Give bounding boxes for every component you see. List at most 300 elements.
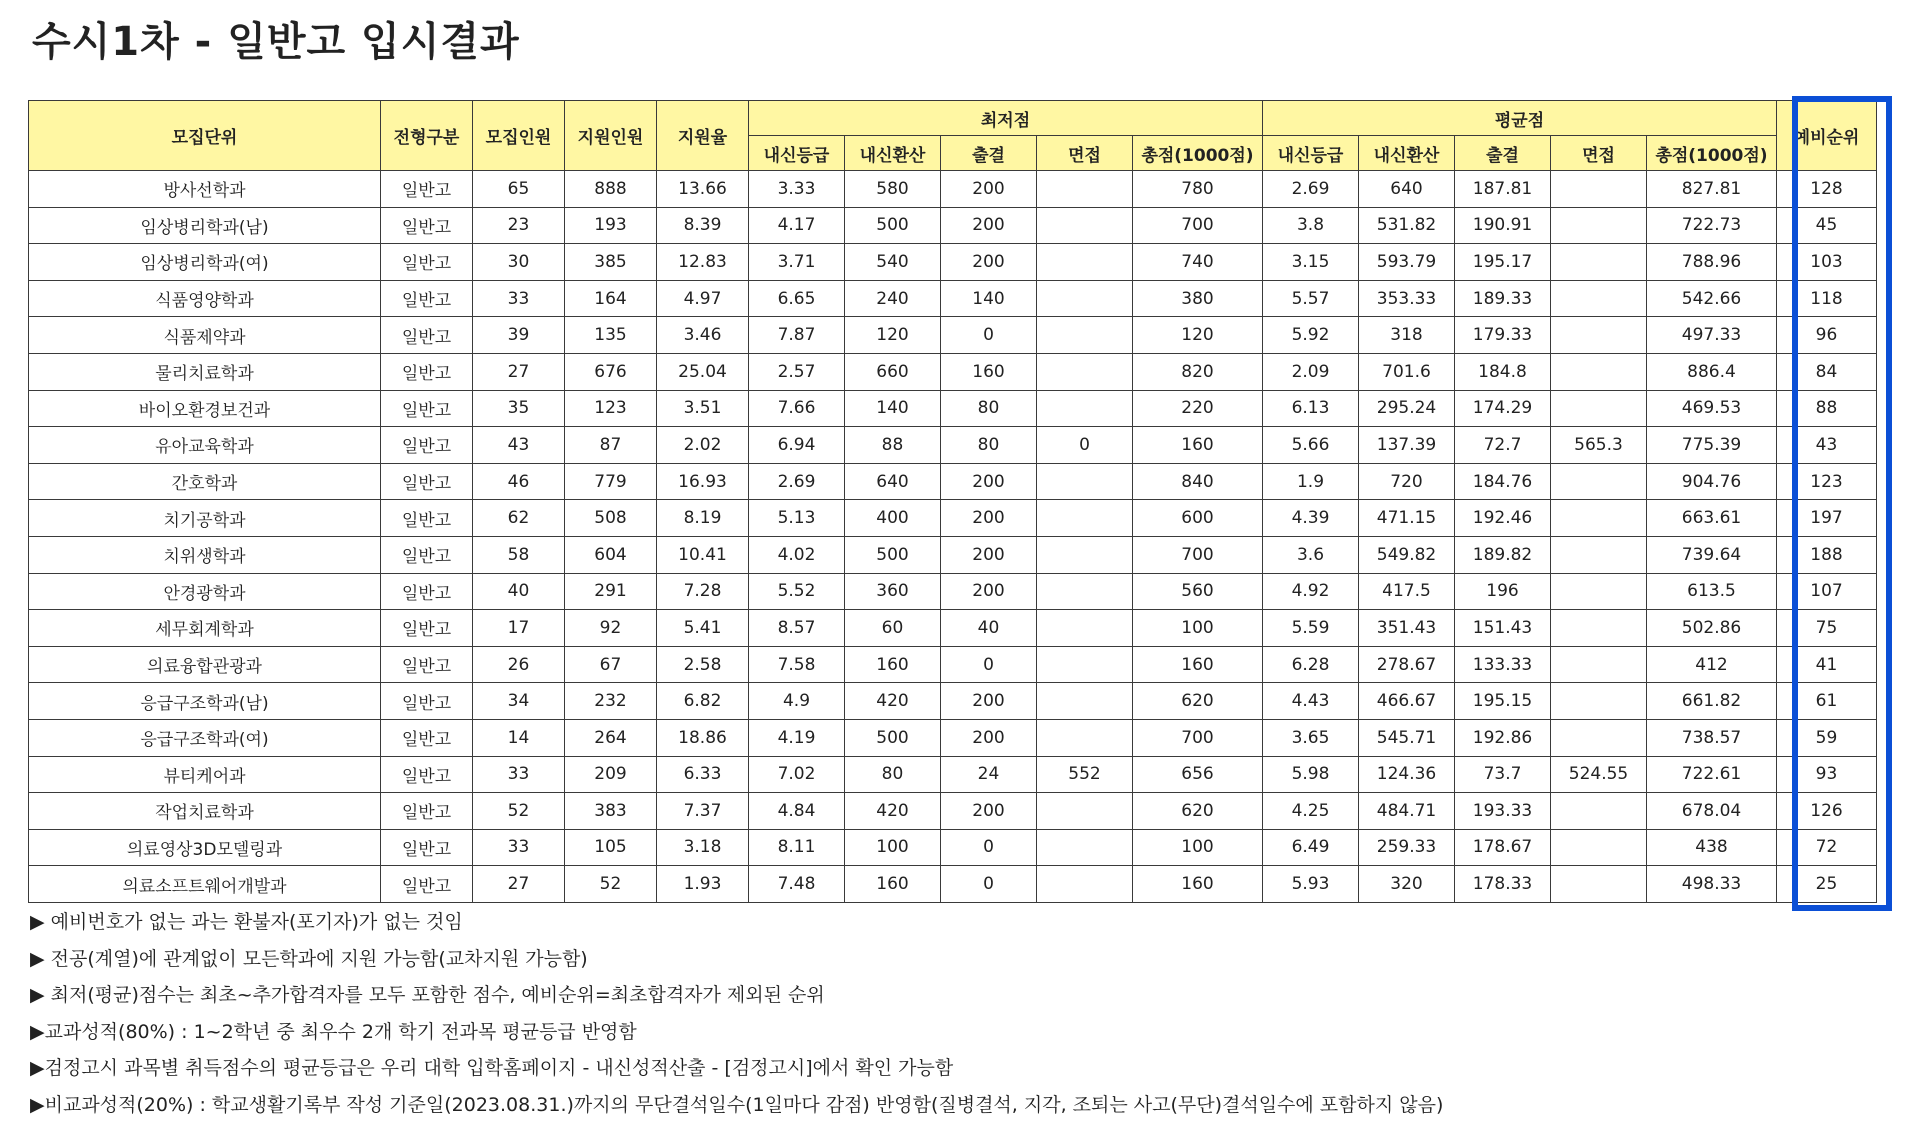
table-cell: 200 — [941, 463, 1037, 500]
header-waitlist: 예비순위 — [1777, 101, 1877, 171]
table-cell: 380 — [1133, 280, 1263, 317]
table-cell: 531.82 — [1359, 207, 1455, 244]
table-cell — [1037, 390, 1133, 427]
table-cell: 722.61 — [1647, 756, 1777, 793]
table-cell: 46 — [473, 463, 565, 500]
table-cell: 3.6 — [1263, 536, 1359, 573]
table-cell — [1551, 390, 1647, 427]
table-cell: 160 — [1133, 646, 1263, 683]
table-cell: 200 — [941, 573, 1037, 610]
table-cell: 220 — [1133, 390, 1263, 427]
table-cell: 의료융합관광과 — [29, 646, 381, 683]
table-cell: 일반고 — [381, 793, 473, 830]
table-cell: 8.57 — [749, 610, 845, 647]
table-cell: 620 — [1133, 683, 1263, 720]
table-cell: 세무회계학과 — [29, 610, 381, 647]
table-cell — [1551, 280, 1647, 317]
table-cell: 일반고 — [381, 353, 473, 390]
note-item: ▶검정고시 과목별 취득점수의 평균등급은 우리 대학 입학홈페이지 - 내신성적산출 - [검정고시]에서 확인 가능함 — [30, 1057, 954, 1079]
table-row — [29, 719, 1877, 756]
table-cell: 500 — [845, 536, 941, 573]
table-cell: 일반고 — [381, 207, 473, 244]
table-cell: 4.25 — [1263, 793, 1359, 830]
header-min-attendance: 출결 — [941, 136, 1037, 171]
table-cell: 5.52 — [749, 573, 845, 610]
table-cell: 740 — [1133, 244, 1263, 281]
header-ratio: 지원율 — [657, 101, 749, 171]
table-cell: 420 — [845, 683, 941, 720]
table-cell: 35 — [473, 390, 565, 427]
table-cell: 549.82 — [1359, 536, 1455, 573]
table-cell — [1037, 463, 1133, 500]
table-cell: 120 — [1133, 317, 1263, 354]
table-cell: 3.71 — [749, 244, 845, 281]
table-cell: 124.36 — [1359, 756, 1455, 793]
table-cell: 67 — [565, 646, 657, 683]
table-cell: 4.43 — [1263, 683, 1359, 720]
table-cell: 58 — [473, 536, 565, 573]
table-cell: 96 — [1777, 317, 1877, 354]
table-cell: 471.15 — [1359, 500, 1455, 537]
table-cell: 일반고 — [381, 171, 473, 208]
table-cell: 189.82 — [1455, 536, 1551, 573]
table-cell: 663.61 — [1647, 500, 1777, 537]
table-cell: 30 — [473, 244, 565, 281]
table-cell: 196 — [1455, 573, 1551, 610]
table-cell: 888 — [565, 171, 657, 208]
table-cell: 뷰티케어과 — [29, 756, 381, 793]
table-cell — [1037, 719, 1133, 756]
table-cell: 140 — [941, 280, 1037, 317]
table-cell: 676 — [565, 353, 657, 390]
table-cell — [1037, 171, 1133, 208]
table-cell: 640 — [845, 463, 941, 500]
table-cell: 6.94 — [749, 427, 845, 464]
table-cell: 일반고 — [381, 427, 473, 464]
table-row — [29, 500, 1877, 537]
table-cell: 2.69 — [1263, 171, 1359, 208]
table-cell: 100 — [1133, 829, 1263, 866]
table-cell: 200 — [941, 793, 1037, 830]
table-cell: 4.17 — [749, 207, 845, 244]
table-cell: 4.9 — [749, 683, 845, 720]
table-cell: 25 — [1777, 866, 1877, 903]
table-cell: 160 — [845, 646, 941, 683]
table-cell: 14 — [473, 719, 565, 756]
table-row — [29, 353, 1877, 390]
header-min-interview: 면접 — [1037, 136, 1133, 171]
table-cell — [1551, 207, 1647, 244]
table-cell: 827.81 — [1647, 171, 1777, 208]
table-cell: 17 — [473, 610, 565, 647]
table-cell: 바이오환경보건과 — [29, 390, 381, 427]
table-cell: 87 — [565, 427, 657, 464]
table-cell: 3.51 — [657, 390, 749, 427]
table-cell — [1551, 244, 1647, 281]
header-avg-total: 총점(1000점) — [1647, 136, 1777, 171]
table-cell: 174.29 — [1455, 390, 1551, 427]
table-cell: 92 — [565, 610, 657, 647]
table-cell — [1037, 829, 1133, 866]
table-cell: 160 — [845, 866, 941, 903]
table-cell: 2.09 — [1263, 353, 1359, 390]
table-cell: 164 — [565, 280, 657, 317]
table-cell: 5.66 — [1263, 427, 1359, 464]
table-cell: 33 — [473, 280, 565, 317]
table-cell: 3.8 — [1263, 207, 1359, 244]
table-cell: 160 — [1133, 866, 1263, 903]
table-cell — [1037, 280, 1133, 317]
table-cell: 임상병리학과(여) — [29, 244, 381, 281]
table-cell — [1551, 171, 1647, 208]
table-cell: 간호학과 — [29, 463, 381, 500]
table-cell: 80 — [941, 427, 1037, 464]
table-cell: 542.66 — [1647, 280, 1777, 317]
table-cell: 189.33 — [1455, 280, 1551, 317]
table-cell: 540 — [845, 244, 941, 281]
table-cell: 278.67 — [1359, 646, 1455, 683]
table-cell: 61 — [1777, 683, 1877, 720]
table-cell: 59 — [1777, 719, 1877, 756]
note-item: ▶ 최저(평균)점수는 최초~추가합격자를 모두 포함한 점수, 예비순위=최초합격자가 제외된 순위 — [30, 984, 825, 1006]
table-cell: 72 — [1777, 829, 1877, 866]
table-cell: 8.11 — [749, 829, 845, 866]
table-cell: 일반고 — [381, 244, 473, 281]
table-cell: 88 — [845, 427, 941, 464]
table-cell: 5.92 — [1263, 317, 1359, 354]
table-cell: 12.83 — [657, 244, 749, 281]
note-item: ▶비교과성적(20%) : 학교생활기록부 작성 기준일(2023.08.31.)까지의 무단결석일수(1일마다 감점) 반영함(질병결석, 지각, 조퇴는 사고(무단)결석일수에 포함하지 않음) — [30, 1093, 1444, 1116]
table-cell: 209 — [565, 756, 657, 793]
table-cell: 320 — [1359, 866, 1455, 903]
table-cell: 160 — [941, 353, 1037, 390]
table-cell: 안경광학과 — [29, 573, 381, 610]
table-cell: 24 — [941, 756, 1037, 793]
table-cell: 200 — [941, 536, 1037, 573]
table-cell — [1551, 610, 1647, 647]
table-cell: 259.33 — [1359, 829, 1455, 866]
table-cell: 40 — [473, 573, 565, 610]
header-avg-group: 평균점 — [1263, 101, 1777, 136]
table-cell: 응급구조학과(남) — [29, 683, 381, 720]
table-row — [29, 866, 1877, 903]
table-cell: 5.13 — [749, 500, 845, 537]
table-cell: 작업치료학과 — [29, 793, 381, 830]
table-cell: 502.86 — [1647, 610, 1777, 647]
note-item: ▶ 전공(계열)에 관계없이 모든학과에 지원 가능함(교차지원 가능함) — [30, 947, 588, 970]
table-cell: 420 — [845, 793, 941, 830]
table-cell: 일반고 — [381, 646, 473, 683]
table-cell: 120 — [845, 317, 941, 354]
table-cell: 497.33 — [1647, 317, 1777, 354]
table-cell — [1551, 719, 1647, 756]
table-cell: 400 — [845, 500, 941, 537]
table-cell: 유아교육학과 — [29, 427, 381, 464]
table-cell — [1037, 317, 1133, 354]
table-cell: 192.46 — [1455, 500, 1551, 537]
table-cell: 2.57 — [749, 353, 845, 390]
table-cell: 656 — [1133, 756, 1263, 793]
table-cell: 123 — [565, 390, 657, 427]
table-cell: 0 — [941, 646, 1037, 683]
table-row — [29, 280, 1877, 317]
table-row — [29, 207, 1877, 244]
note-item: ▶ 예비번호가 없는 과는 환불자(포기자)가 없는 것임 — [30, 911, 463, 933]
table-cell: 43 — [473, 427, 565, 464]
table-cell: 39 — [473, 317, 565, 354]
table-cell: 107 — [1777, 573, 1877, 610]
header-unit: 모집단위 — [29, 101, 381, 171]
table-cell: 3.18 — [657, 829, 749, 866]
table-cell: 383 — [565, 793, 657, 830]
table-cell: 2.02 — [657, 427, 749, 464]
table-cell: 8.19 — [657, 500, 749, 537]
page-title: 수시1차 - 일반고 입시결과 — [32, 19, 520, 65]
table-cell: 8.39 — [657, 207, 749, 244]
table-cell: 524.55 — [1551, 756, 1647, 793]
table-cell — [1551, 793, 1647, 830]
table-cell: 2.58 — [657, 646, 749, 683]
table-row — [29, 646, 1877, 683]
table-cell: 물리치료학과 — [29, 353, 381, 390]
table-cell: 의료영상3D모델링과 — [29, 829, 381, 866]
table-cell: 545.71 — [1359, 719, 1455, 756]
table-cell: 318 — [1359, 317, 1455, 354]
table-cell: 4.92 — [1263, 573, 1359, 610]
table-row — [29, 244, 1877, 281]
table-cell: 600 — [1133, 500, 1263, 537]
header-min-grade: 내신등급 — [749, 136, 845, 171]
table-cell: 678.04 — [1647, 793, 1777, 830]
header-quota: 모집인원 — [473, 101, 565, 171]
table-cell: 840 — [1133, 463, 1263, 500]
table-cell — [1037, 866, 1133, 903]
table-cell: 197 — [1777, 500, 1877, 537]
table-cell: 118 — [1777, 280, 1877, 317]
table-cell: 27 — [473, 353, 565, 390]
table-cell: 187.81 — [1455, 171, 1551, 208]
table-cell: 820 — [1133, 353, 1263, 390]
table-cell: 200 — [941, 719, 1037, 756]
table-cell: 190.91 — [1455, 207, 1551, 244]
table-cell: 484.71 — [1359, 793, 1455, 830]
table-cell: 500 — [845, 719, 941, 756]
table-cell: 33 — [473, 756, 565, 793]
table-row — [29, 756, 1877, 793]
table-cell: 일반고 — [381, 756, 473, 793]
table-cell: 23 — [473, 207, 565, 244]
table-cell: 5.98 — [1263, 756, 1359, 793]
table-cell: 780 — [1133, 171, 1263, 208]
table-cell — [1551, 500, 1647, 537]
table-cell: 151.43 — [1455, 610, 1551, 647]
table-cell: 137.39 — [1359, 427, 1455, 464]
table-cell: 40 — [941, 610, 1037, 647]
table-row — [29, 683, 1877, 720]
table-cell: 7.28 — [657, 573, 749, 610]
table-cell: 469.53 — [1647, 390, 1777, 427]
table-cell: 498.33 — [1647, 866, 1777, 903]
header-avg-grade: 내신등급 — [1263, 136, 1359, 171]
table-cell: 640 — [1359, 171, 1455, 208]
table-cell: 일반고 — [381, 683, 473, 720]
table-cell: 193.33 — [1455, 793, 1551, 830]
table-cell: 80 — [845, 756, 941, 793]
table-cell: 0 — [1037, 427, 1133, 464]
table-cell: 7.87 — [749, 317, 845, 354]
table-row — [29, 171, 1877, 208]
header-applicants: 지원인원 — [565, 101, 657, 171]
table-cell: 식품영양학과 — [29, 280, 381, 317]
table-cell: 일반고 — [381, 829, 473, 866]
table-cell: 43 — [1777, 427, 1877, 464]
table-cell: 178.33 — [1455, 866, 1551, 903]
table-cell: 6.82 — [657, 683, 749, 720]
table-cell: 580 — [845, 171, 941, 208]
table-cell: 6.28 — [1263, 646, 1359, 683]
table-cell: 6.65 — [749, 280, 845, 317]
table-cell — [1551, 866, 1647, 903]
table-cell — [1551, 573, 1647, 610]
table-cell: 60 — [845, 610, 941, 647]
table-cell: 93 — [1777, 756, 1877, 793]
table-cell: 의료소프트웨어개발과 — [29, 866, 381, 903]
table-cell: 27 — [473, 866, 565, 903]
table-cell — [1551, 317, 1647, 354]
admission-results-table — [28, 100, 1877, 903]
table-cell: 5.41 — [657, 610, 749, 647]
table-cell: 6.49 — [1263, 829, 1359, 866]
table-cell: 700 — [1133, 719, 1263, 756]
header-min-group: 최저점 — [749, 101, 1263, 136]
table-cell: 25.04 — [657, 353, 749, 390]
table-cell: 184.8 — [1455, 353, 1551, 390]
notes-list — [30, 904, 1443, 1123]
table-cell: 700 — [1133, 536, 1263, 573]
table-cell: 0 — [941, 317, 1037, 354]
table-cell: 73.7 — [1455, 756, 1551, 793]
table-cell: 160 — [1133, 427, 1263, 464]
table-cell: 6.13 — [1263, 390, 1359, 427]
table-cell: 700 — [1133, 207, 1263, 244]
table-cell: 10.41 — [657, 536, 749, 573]
table-cell: 응급구조학과(여) — [29, 719, 381, 756]
table-cell — [1551, 353, 1647, 390]
table-cell: 52 — [473, 793, 565, 830]
table-cell: 178.67 — [1455, 829, 1551, 866]
table-cell: 5.59 — [1263, 610, 1359, 647]
header-min-converted: 내신환산 — [845, 136, 941, 171]
table-cell: 195.15 — [1455, 683, 1551, 720]
table-cell: 일반고 — [381, 390, 473, 427]
table-cell: 4.97 — [657, 280, 749, 317]
table-cell: 18.86 — [657, 719, 749, 756]
table-cell: 103 — [1777, 244, 1877, 281]
table-cell: 200 — [941, 171, 1037, 208]
table-cell: 치위생학과 — [29, 536, 381, 573]
table-cell — [1551, 536, 1647, 573]
table-cell: 88 — [1777, 390, 1877, 427]
table-cell: 412 — [1647, 646, 1777, 683]
table-row — [29, 463, 1877, 500]
header-type: 전형구분 — [381, 101, 473, 171]
table-cell: 일반고 — [381, 280, 473, 317]
table-cell: 722.73 — [1647, 207, 1777, 244]
table-cell: 620 — [1133, 793, 1263, 830]
table-body — [29, 171, 1877, 903]
table-cell: 200 — [941, 244, 1037, 281]
header-avg-attendance: 출결 — [1455, 136, 1551, 171]
table-cell — [1037, 646, 1133, 683]
table-cell: 7.37 — [657, 793, 749, 830]
table-cell: 126 — [1777, 793, 1877, 830]
table-cell — [1037, 244, 1133, 281]
table-cell: 193 — [565, 207, 657, 244]
table-row — [29, 317, 1877, 354]
table-cell: 80 — [941, 390, 1037, 427]
table-cell: 41 — [1777, 646, 1877, 683]
table-cell — [1037, 353, 1133, 390]
table-cell — [1037, 683, 1133, 720]
table-cell: 135 — [565, 317, 657, 354]
table-cell: 52 — [565, 866, 657, 903]
table-cell: 351.43 — [1359, 610, 1455, 647]
table-cell: 일반고 — [381, 536, 473, 573]
table-cell: 4.84 — [749, 793, 845, 830]
table-cell: 62 — [473, 500, 565, 537]
table-cell: 일반고 — [381, 573, 473, 610]
table-cell: 2.69 — [749, 463, 845, 500]
table-cell: 661.82 — [1647, 683, 1777, 720]
table-cell: 179.33 — [1455, 317, 1551, 354]
table-cell: 5.57 — [1263, 280, 1359, 317]
table-cell: 일반고 — [381, 866, 473, 903]
table-cell: 45 — [1777, 207, 1877, 244]
table-cell: 4.19 — [749, 719, 845, 756]
table-cell: 100 — [845, 829, 941, 866]
table-cell: 739.64 — [1647, 536, 1777, 573]
table-cell: 1.9 — [1263, 463, 1359, 500]
table-cell: 195.17 — [1455, 244, 1551, 281]
table-cell: 0 — [941, 829, 1037, 866]
table-cell: 일반고 — [381, 500, 473, 537]
table-cell: 552 — [1037, 756, 1133, 793]
table-cell: 200 — [941, 207, 1037, 244]
table-cell — [1551, 683, 1647, 720]
table-cell: 13.66 — [657, 171, 749, 208]
table-cell — [1037, 500, 1133, 537]
table-row — [29, 536, 1877, 573]
table-row — [29, 573, 1877, 610]
table-cell: 34 — [473, 683, 565, 720]
table-row — [29, 390, 1877, 427]
table-row — [29, 793, 1877, 830]
table-cell: 264 — [565, 719, 657, 756]
table-row — [29, 427, 1877, 464]
table-row — [29, 610, 1877, 647]
note-item: ▶교과성적(80%) : 1~2학년 중 최우수 2개 학기 전과목 평균등급 반영함 — [30, 1020, 637, 1043]
table-cell: 200 — [941, 683, 1037, 720]
table-cell: 일반고 — [381, 610, 473, 647]
table-cell: 200 — [941, 500, 1037, 537]
table-cell: 500 — [845, 207, 941, 244]
table-cell: 904.76 — [1647, 463, 1777, 500]
table-cell: 일반고 — [381, 719, 473, 756]
table-cell: 6.33 — [657, 756, 749, 793]
table-cell: 660 — [845, 353, 941, 390]
table-cell: 353.33 — [1359, 280, 1455, 317]
table-cell — [1037, 207, 1133, 244]
